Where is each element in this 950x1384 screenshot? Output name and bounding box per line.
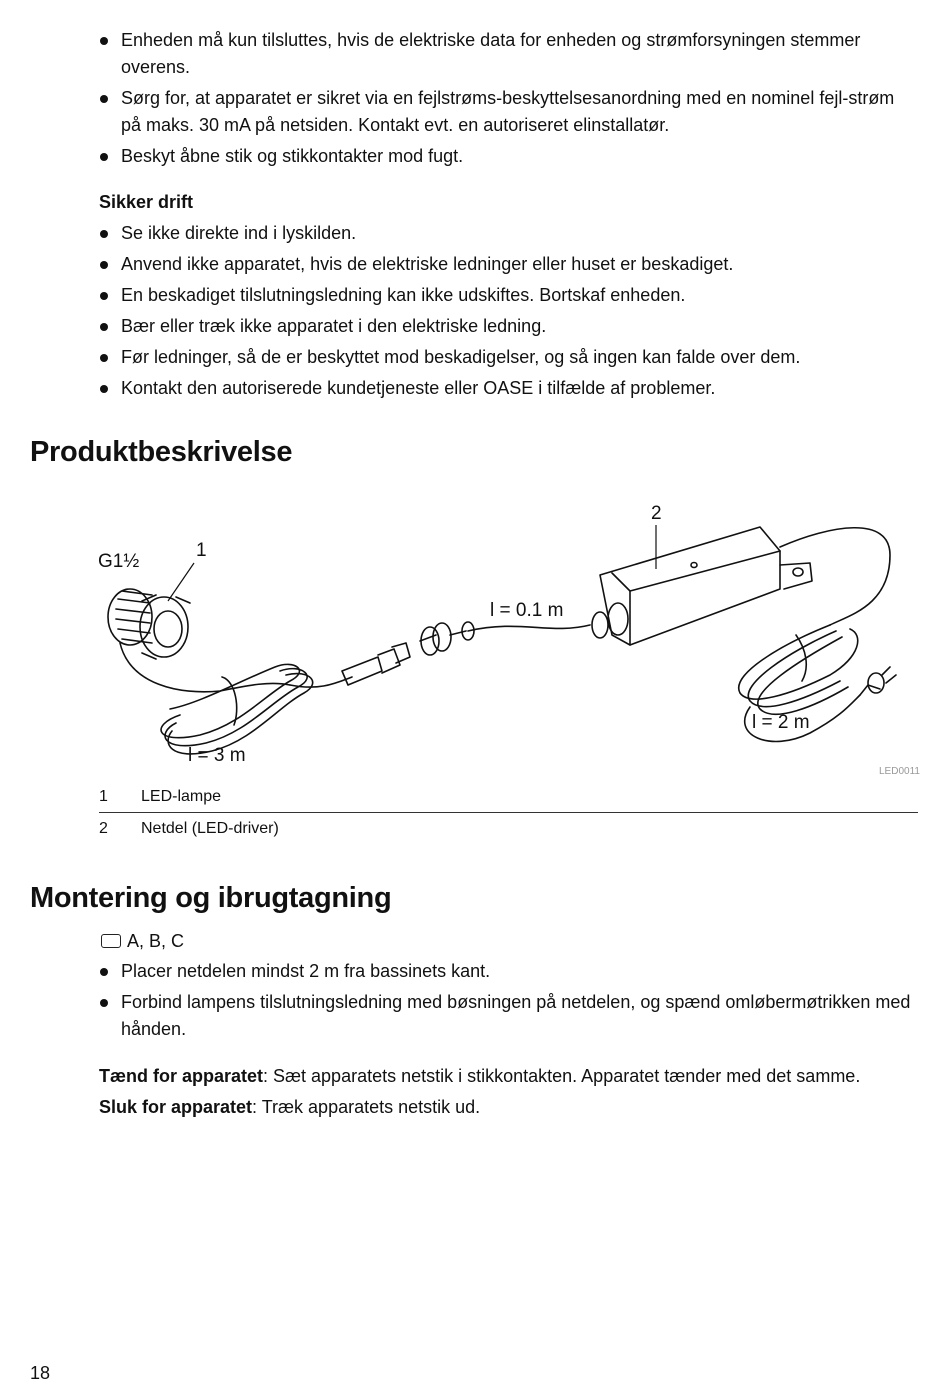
installation-bullet-list [99,958,919,1047]
product-description-heading: Produktbeskrivelse [30,436,293,468]
callout-1-label: 1 [196,540,207,561]
callout-2-label: 2 [651,503,662,524]
list-item: Kontakt den autoriserede kundetjeneste eller OASE i tilfælde af problemer. [99,375,919,402]
cable-coil-3m [161,664,313,754]
mains-plug [860,667,896,695]
legend-number: 1 [99,788,108,805]
legend-text: Netdel (LED-driver) [141,820,279,837]
safe-operation-bullet-list [99,220,919,406]
safety-bullet-list [99,27,919,174]
inline-connector [342,622,474,685]
list-item: Placer netdelen mindst 2 m fra bassinets kant. [99,958,919,985]
switch-on-text: : Sæt apparatets netstik i stikkontakten. Apparatet tænder med det samme. [263,1066,861,1086]
legend-text: LED-lampe [141,788,222,805]
led-lamp-illustration [108,589,190,659]
cable-length-2-label: l = 2 m [752,712,810,733]
list-item: Enheden må kun tilsluttes, hvis de elektriske data for enheden og strømforsyningen stemmer overens. [99,27,919,81]
switch-off-label: Sluk for apparatet [99,1097,253,1117]
figure-code: LED0011 [879,766,920,777]
switch-on-paragraph [99,1063,929,1090]
switch-on-label: Tænd for apparatet [99,1066,264,1086]
cable-length-01-label: l = 0.1 m [490,600,564,621]
list-item: Forbind lampens tilslutningsledning med bøsningen på netdelen, og spænd omløbermøtrikken med hånden. [99,989,919,1043]
product-diagram [90,495,925,780]
list-item: Anvend ikke apparatet, hvis de elektriske ledninger eller huset er beskadiget. [99,251,919,278]
thread-size-label: G1½ [98,551,140,572]
list-item: Før ledninger, så de er beskyttet mod beskadigelser, og så ingen kan falde over dem. [99,344,919,371]
list-item: En beskadiget tilslutningsledning kan ikke udskiftes. Bortskaf enheden. [99,282,919,309]
cable-length-3-label: l = 3 m [188,745,246,766]
switch-off-text: : Træk apparatets netstik ud. [252,1097,481,1117]
figure-reference-icon [101,934,121,948]
led-driver-illustration [592,527,812,645]
list-item: Sørg for, at apparatet er sikret via en fejlstrøms-beskyttelsesanordning med en nominel fejl-strøm på maks. 30 mA på netsiden. Kontakt evt. en autoriseret elinstallatør. [99,85,919,139]
switch-off-paragraph [99,1094,929,1121]
legend-row-1 [99,781,918,813]
legend-row-2 [99,813,918,844]
page-number: 18 [30,1363,51,1383]
figure-reference [101,928,184,955]
list-item: Bær eller træk ikke apparatet i den elektriske ledning. [99,313,919,340]
figure-reference-text: A, B, C [127,931,185,951]
list-item: Beskyt åbne stik og stikkontakter mod fugt. [99,143,919,170]
safe-operation-heading: Sikker drift [99,192,194,212]
legend-number: 2 [99,820,108,837]
installation-heading: Montering og ibrugtagning [30,882,392,914]
list-item: Se ikke direkte ind i lyskilden. [99,220,919,247]
